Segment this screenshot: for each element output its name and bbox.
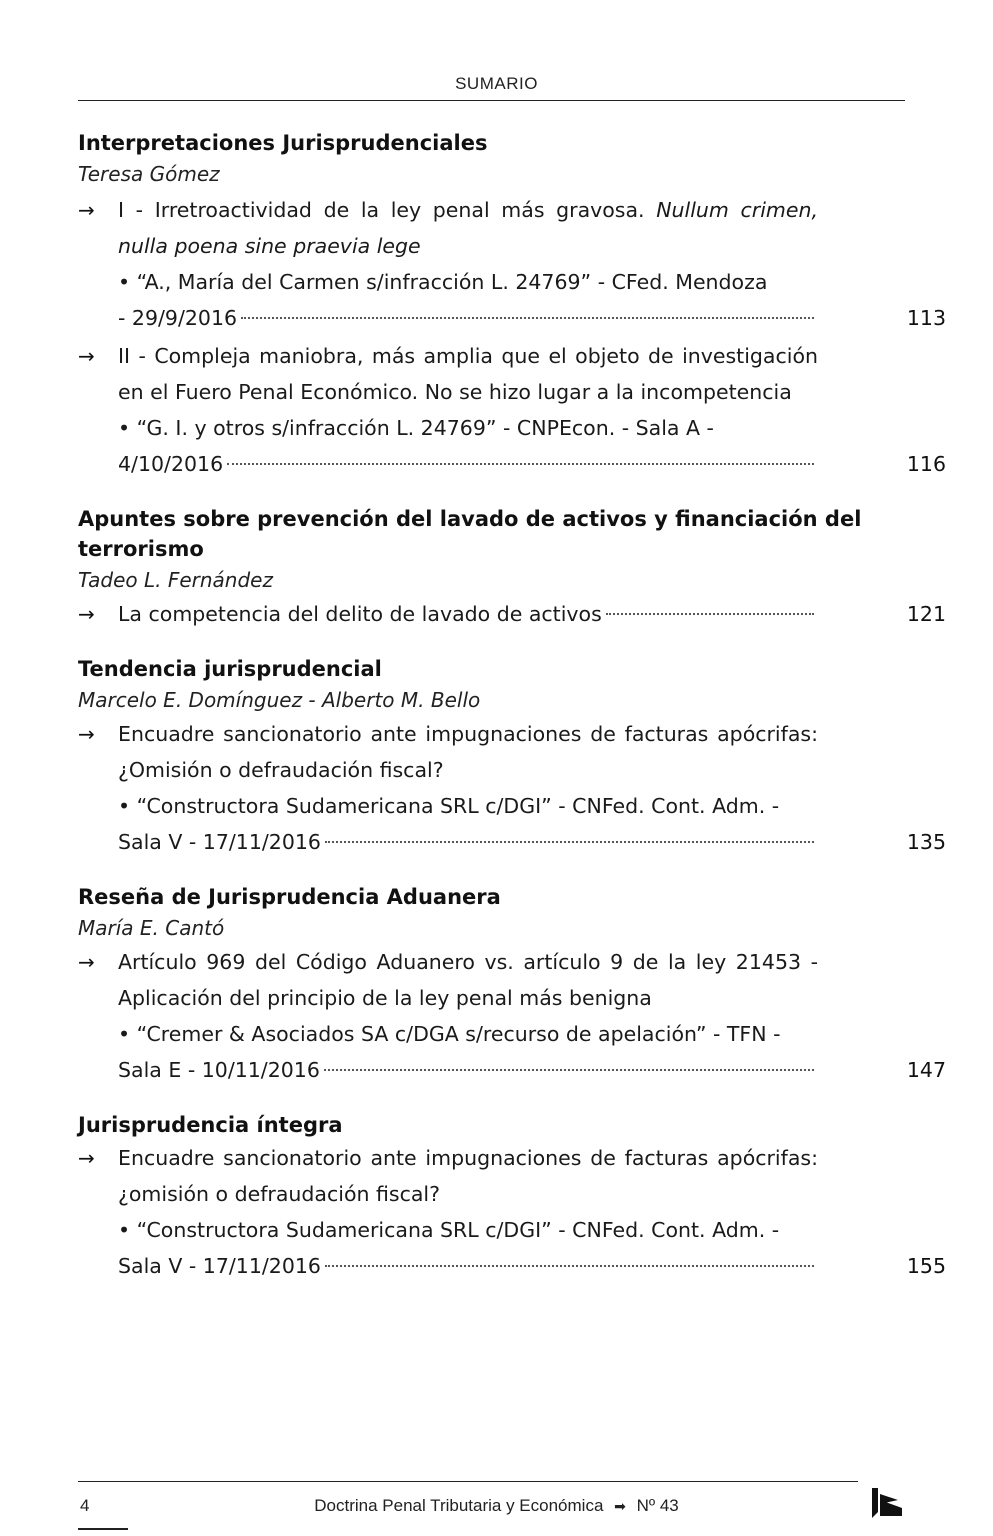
footer-rule <box>78 1481 858 1482</box>
entry-title <box>118 192 818 264</box>
arrow-icon: → <box>78 950 95 974</box>
entry-title: Artículo 969 del Código Aduanero vs. artículo 9 de la ley 21453 - Aplicación del principio de la ley penal más benigna <box>118 950 818 1010</box>
section-author: Teresa Gómez <box>78 162 220 186</box>
entry-title-text: I - Irretroactividad de la ley penal más gravosa. <box>118 198 657 222</box>
dot-leader <box>324 1069 814 1071</box>
toc-section <box>78 1110 946 1284</box>
entry-title: II - Compleja maniobra, más amplia que el objeto de investigación en el Fuero Penal Económico. No se hizo lugar a la incompetencia <box>118 344 818 404</box>
toc-entry[interactable] <box>78 944 946 1088</box>
section-author: María E. Cantó <box>78 916 225 940</box>
section-author: Marcelo E. Domínguez - Alberto M. Bello <box>78 688 481 712</box>
arrow-icon: → <box>78 722 95 746</box>
entry-citation <box>118 264 908 336</box>
page-number: 121 <box>906 602 946 626</box>
page-number: 116 <box>906 452 946 476</box>
toc-section <box>78 504 946 632</box>
toc-entry[interactable] <box>78 338 946 482</box>
section-title: Apuntes sobre prevención del lavado de activos y financiación del terrorismo <box>78 507 862 561</box>
citation-text: • “Constructora Sudamericana SRL c/DGI” - CNFed. Cont. Adm. - <box>118 1218 780 1242</box>
citation-date: Sala V - 17/11/2016 <box>118 1254 321 1278</box>
arrow-icon: → <box>78 602 95 626</box>
entry-title-latin: Nullum crimen, nulla poena sine praevia lege <box>118 198 818 258</box>
section-title: Jurisprudencia íntegra <box>78 1113 343 1137</box>
citation-date: Sala E - 10/11/2016 <box>118 1058 320 1082</box>
entry-citation <box>118 1016 908 1088</box>
toc-section <box>78 654 946 860</box>
citation-leader <box>118 300 818 336</box>
toc-entry[interactable] <box>78 1140 946 1284</box>
entry-citation <box>118 1212 908 1284</box>
footer-journal <box>0 1496 993 1516</box>
issue-number: Nº 43 <box>636 1496 679 1515</box>
citation-text: • “G. I. y otros s/infracción L. 24769” - CNPEcon. - Sala A - <box>118 416 714 440</box>
entry-title: Encuadre sancionatorio ante impugnaciones de facturas apócrifas: ¿omisión o defraudación fiscal? <box>118 1146 818 1206</box>
page-number: 147 <box>906 1058 946 1082</box>
dot-leader <box>227 463 814 465</box>
dot-leader <box>606 613 814 615</box>
dot-leader <box>241 317 814 319</box>
page-number: 113 <box>906 306 946 330</box>
section-author: Tadeo L. Fernández <box>78 568 273 592</box>
citation-leader <box>118 824 818 860</box>
arrow-icon: ➡ <box>614 1498 626 1514</box>
citation-date: - 29/9/2016 <box>118 306 238 330</box>
page-number-underline <box>78 1528 128 1530</box>
section-title: Interpretaciones Jurisprudenciales <box>78 131 488 155</box>
publisher-logo-icon <box>868 1486 904 1525</box>
entry-leader <box>118 596 818 632</box>
citation-leader <box>118 446 818 482</box>
arrow-icon: → <box>78 1146 95 1170</box>
page-number: 155 <box>906 1254 946 1278</box>
citation-date: Sala V - 17/11/2016 <box>118 830 321 854</box>
citation-text: • “Cremer & Asociados SA c/DGA s/recurso de apelación” - TFN - <box>118 1022 781 1046</box>
citation-leader <box>118 1248 818 1284</box>
citation-text: • “Constructora Sudamericana SRL c/DGI” - CNFed. Cont. Adm. - <box>118 794 780 818</box>
toc-section <box>78 128 946 482</box>
entry-title: La competencia del delito de lavado de activos <box>118 602 602 626</box>
page-header-title: SUMARIO <box>455 74 538 93</box>
table-of-contents <box>78 128 946 1306</box>
entry-title: Encuadre sancionatorio ante impugnaciones de facturas apócrifas: ¿Omisión o defraudación fiscal? <box>118 722 818 782</box>
entry-citation <box>118 788 908 860</box>
arrow-icon: → <box>78 344 95 368</box>
journal-name: Doctrina Penal Tributaria y Económica <box>314 1496 604 1515</box>
citation-leader <box>118 1052 818 1088</box>
header-rule <box>78 100 905 101</box>
arrow-icon: → <box>78 198 95 222</box>
dot-leader <box>325 1265 814 1267</box>
citation-date: 4/10/2016 <box>118 452 224 476</box>
entry-citation <box>118 410 908 482</box>
dot-leader <box>325 841 814 843</box>
section-title: Tendencia jurisprudencial <box>78 657 382 681</box>
page-number: 135 <box>906 830 946 854</box>
toc-entry[interactable] <box>78 596 946 632</box>
toc-section <box>78 882 946 1088</box>
toc-entry[interactable] <box>78 716 946 860</box>
section-title: Reseña de Jurisprudencia Aduanera <box>78 885 501 909</box>
footer-page-number: 4 <box>80 1496 90 1515</box>
citation-text: • “A., María del Carmen s/infracción L. 24769” - CFed. Mendoza <box>118 270 768 294</box>
toc-entry[interactable] <box>78 192 946 336</box>
